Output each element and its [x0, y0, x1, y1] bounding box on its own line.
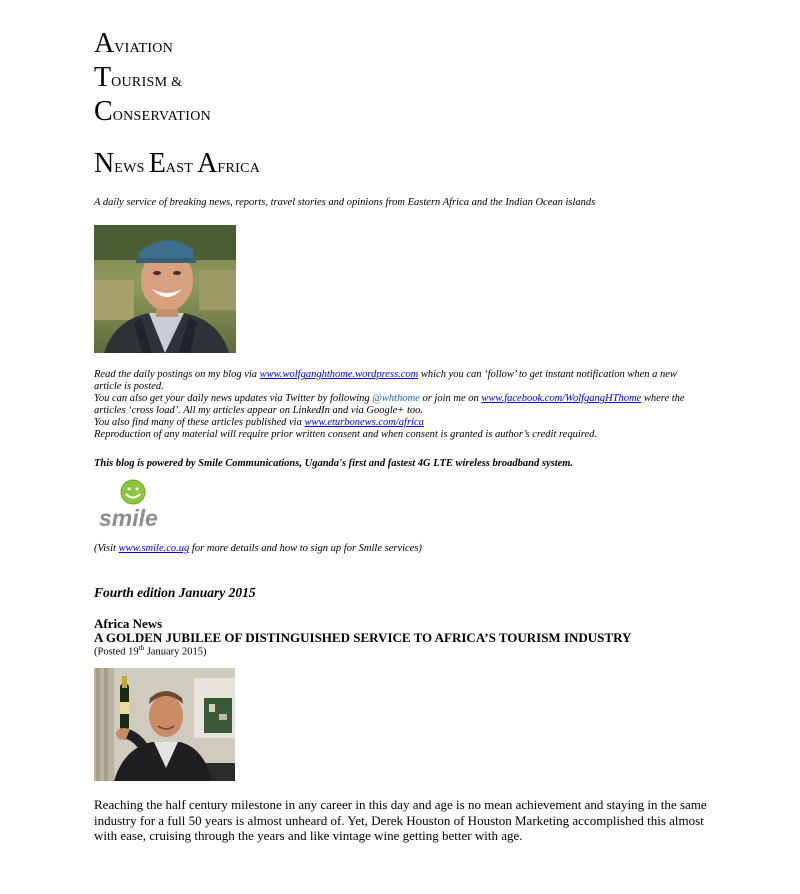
article-body: Reaching the half century milestone in any career in this day and age is no mean achievement and staying in the same industry for a full 50 years is almost unheard of. Yet, Derek Houston of Houston Marketing accomplished this almost with ease, cruising through the years and like vintage wine getting better with age. — [94, 797, 707, 843]
twitter-handle[interactable]: @whthome — [372, 393, 420, 404]
masthead-conservation: CONSERVATION — [94, 96, 212, 127]
author-photo — [94, 225, 236, 353]
masthead-news-east-africa: NEWS EAST AFRICA — [94, 148, 261, 179]
svg-text:smile: smile — [99, 505, 158, 531]
article-photo — [94, 668, 235, 781]
reproduction-notice: Reproduction of any material will require prior written consent and when consent is granted is author’s credit required. — [94, 429, 597, 440]
section-heading: Africa News — [94, 616, 163, 631]
blog-paragraph: Read the daily postings on my blog via www.wolfganghthome.wordpress.com which you can ‘follow’ to get instant notification when a new article is posted. — [94, 369, 677, 392]
posted-date: (Posted 19th January 2015) — [94, 644, 207, 658]
masthead-tourism: TOURISM & — [94, 62, 183, 93]
blog-link[interactable]: www.wolfganghthome.wordpress.com — [259, 369, 419, 380]
edition-title: Fourth edition January 2015 — [94, 585, 256, 600]
facebook-link[interactable]: www.facebook.com/WolfgangHThome — [481, 393, 642, 404]
blog-info — [94, 369, 704, 441]
article-headline: A GOLDEN JUBILEE OF DISTINGUISHED SERVICE TO AFRICA’S TOURISM INDUSTRY — [94, 630, 632, 645]
smile-logo — [97, 477, 177, 533]
smile-link[interactable]: www.smile.co.ug — [118, 543, 190, 554]
eturbonews-link[interactable]: www.eturbonews.com/africa — [304, 417, 424, 428]
masthead-aviation: AVIATION — [94, 28, 174, 59]
powered-by-notice: This blog is powered by Smile Communications, Uganda's first and fastest 4G LTE wireless broadband system. — [94, 458, 574, 469]
eturbonews-paragraph: You also find many of these articles published via www.eturbonews.com/africa — [94, 417, 424, 428]
twitter-paragraph: You can also get your daily news updates via Twitter by following @whthome or join me on www.facebook.com/WolfgangHThome where the articles ‘cross load’. All my articles appear on LinkedIn and via Google+ too. — [94, 393, 685, 416]
visit-smile-note: (Visit www.smile.co.ug for more details and how to sign up for Smile services) — [94, 543, 422, 554]
subtitle: A daily service of breaking news, reports, travel stories and opinions from Eastern Africa and the Indian Ocean islands — [94, 197, 596, 208]
